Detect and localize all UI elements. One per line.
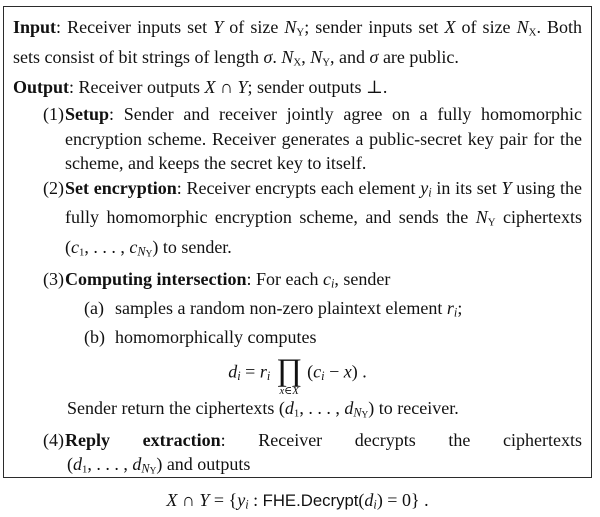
step-reply-extraction: [13, 428, 582, 453]
text-run: Y: [199, 489, 210, 510]
text-run: c: [322, 269, 331, 290]
text-run: of size: [455, 17, 517, 37]
text-run: i: [373, 497, 377, 512]
text-run: (: [307, 361, 314, 382]
text-run: d: [364, 489, 374, 510]
text-run: , . . . ,: [87, 454, 133, 475]
text-run: N: [281, 46, 294, 67]
text-run: Y: [237, 76, 248, 97]
text-run: N: [141, 462, 150, 477]
output-paragraph: [13, 75, 582, 100]
text-run: i: [428, 185, 432, 200]
text-run: i: [330, 276, 335, 291]
text-run: FHE.Decrypt: [262, 490, 359, 510]
text-run: =: [240, 361, 260, 382]
item-number: (3): [43, 269, 64, 290]
text-run: samples a random non-zero plaintext element: [115, 298, 447, 319]
text-run: = {: [209, 489, 238, 510]
text-run: , . . . ,: [84, 236, 130, 257]
text-run: ) to sender.: [152, 236, 232, 257]
text-run: i: [245, 497, 249, 512]
sender-return-line: [13, 396, 582, 428]
text-run: ) and outputs: [156, 454, 251, 475]
text-run: Input: [13, 17, 57, 37]
text-run: d: [228, 361, 238, 382]
step-set-encryption: [13, 176, 582, 267]
product-operator: [276, 351, 303, 397]
text-run: : Sender and receiver jointly agree on a fully homomorphic encryption scheme. Receiver generates a public-secret key pair for the scheme, and keeps the secret key to itself.: [65, 104, 582, 174]
text-run: 1: [82, 463, 88, 476]
text-run: X: [293, 56, 302, 69]
text-run: i: [237, 369, 241, 384]
item-number: (4): [43, 429, 64, 450]
text-run: ciphertexts (: [65, 206, 582, 257]
text-run: X: [444, 17, 456, 37]
text-run: homomorphically computes: [115, 327, 317, 348]
product-limit: x∈X: [279, 384, 299, 397]
text-run: X: [528, 26, 537, 39]
text-run: Setup: [65, 104, 110, 125]
text-run: N: [516, 17, 529, 37]
text-run: c: [129, 236, 138, 257]
text-run: i: [321, 369, 325, 384]
text-run: : Receiver encrypts each element: [176, 177, 421, 198]
text-run: Y: [296, 26, 305, 39]
substep-homomorphic-compute: [13, 325, 582, 350]
text-run: Y: [213, 17, 224, 37]
text-run: Y: [145, 249, 153, 260]
text-run: ) to receiver.: [368, 397, 459, 418]
input-paragraph: [13, 15, 582, 75]
text-run: , and: [330, 46, 370, 67]
text-run: N: [284, 17, 297, 37]
text-run: Y: [501, 177, 512, 198]
text-run: i: [266, 369, 271, 384]
text-run: x: [343, 361, 352, 382]
step-computing-intersection: [13, 267, 582, 296]
text-run: r: [446, 298, 454, 319]
text-run: Y: [322, 56, 331, 69]
substep-sample-plaintext: [13, 296, 582, 325]
text-run: σ: [369, 46, 379, 67]
text-run: Sender return the ciphertexts (: [67, 397, 285, 418]
text-run: .: [272, 46, 282, 67]
text-run: are public.: [378, 46, 459, 67]
text-run: Output: [13, 76, 70, 97]
output-formula: [13, 488, 582, 517]
text-run: y: [420, 177, 429, 198]
text-run: (: [67, 454, 73, 475]
text-run: ; sender inputs set: [304, 17, 445, 37]
text-run: : Receiver outputs: [69, 76, 205, 97]
text-run: using the fully homomorphic encryption scheme, and sends the: [65, 177, 582, 227]
text-run: X: [204, 76, 216, 97]
text-run: Y: [361, 410, 369, 421]
text-run: ) .: [351, 361, 367, 382]
text-run: Set encryption: [65, 177, 177, 198]
text-run: N: [137, 244, 146, 259]
text-run: (: [358, 489, 365, 510]
protocol-figure-box: [3, 6, 592, 512]
text-run: : Receiver inputs set: [56, 17, 214, 37]
text-run: in its set: [431, 177, 502, 198]
text-run: d: [284, 397, 294, 418]
text-run: Y: [149, 467, 157, 478]
text-run: Y: [487, 216, 496, 229]
product-formula: [13, 351, 582, 397]
text-run: −: [324, 361, 344, 382]
text-run: ; sender outputs ⊥.: [247, 76, 388, 97]
text-run: i: [453, 305, 458, 320]
text-run: :: [248, 489, 263, 510]
text-run: Computing intersection: [65, 269, 247, 290]
text-run: ) = 0} .: [376, 489, 429, 510]
text-run: : Receiver decrypts the ciphertexts: [220, 429, 582, 450]
product-symbol: ∏: [276, 351, 303, 387]
text-run: d: [73, 454, 82, 475]
text-run: c: [71, 236, 79, 257]
item-number: (1): [43, 104, 64, 125]
text-run: r: [259, 361, 267, 382]
reply-ciphertexts-line: [13, 452, 582, 484]
text-run: N: [353, 405, 362, 420]
text-run: of size: [223, 17, 285, 37]
step-setup: [13, 102, 582, 176]
text-run: ∩: [215, 76, 238, 97]
item-number: (b): [84, 327, 105, 348]
text-run: d: [344, 397, 354, 418]
text-run: y: [237, 489, 246, 510]
text-run: ,: [301, 46, 311, 67]
item-number: (a): [84, 298, 104, 319]
text-run: 1: [79, 246, 85, 259]
text-run: d: [132, 454, 142, 475]
text-run: Reply extraction: [65, 429, 221, 450]
text-run: , sender: [334, 269, 391, 290]
text-run: ∩: [177, 489, 200, 510]
text-run: N: [475, 206, 488, 227]
text-run: σ: [263, 46, 273, 67]
item-number: (2): [43, 177, 64, 198]
text-run: N: [310, 46, 323, 67]
text-run: X: [166, 489, 178, 510]
text-run: , . . . ,: [299, 397, 345, 418]
text-run: : For each: [246, 269, 323, 290]
text-run: ;: [457, 298, 463, 319]
text-run: . Both sets consist of bit strings of length: [13, 17, 583, 67]
text-run: 1: [293, 407, 300, 420]
text-run: c: [313, 361, 322, 382]
